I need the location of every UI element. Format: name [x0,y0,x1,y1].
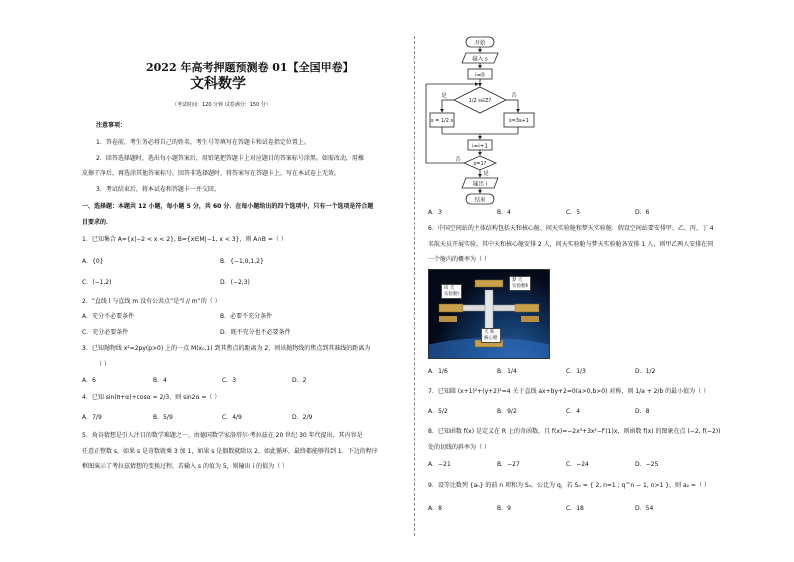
column-divider [414,36,415,536]
flow-check-yes-label: 是 [483,171,489,177]
q2-option-a: A．充分不必要条件 [82,313,135,320]
question-5-line: 框图演示了考拉兹猜想的变换过程，若输入 s 的值为 5，则输出 i 的值为（ ） [82,463,289,470]
q5-option-d: D．6 [635,209,650,216]
q5-option-b: B．4 [497,209,511,216]
q1-option-a: A．{0} [82,258,104,265]
q7-option-a: A．5/2 [428,408,448,415]
flow-output-label: 输出 i [472,181,488,188]
q3-option-b: B．4 [153,377,167,384]
note-item: 2．回答选择题时，选出每小题答案后，用铅笔把答题卡上对应题目的答案标号涂黑。如需改动，用橡 [96,155,364,162]
flow-increment-label: i=i+1 [472,143,488,150]
flow-init-label: i=0 [475,72,485,79]
note-item: 皮擦干净后，再选涂其他答案标号。回答非选择题时，将答案写在答题卡上。写在本试卷上无效。 [82,170,341,177]
q8-option-c: C．−24 [566,461,589,468]
q5-option-c: C．5 [566,209,581,216]
q3-option-d: D．2 [292,377,307,384]
question-7-stem: 7．已知圆 (x+1)²+(y+2)²=4 关于直线 ax+by+2=0(a>0,b>0) 对称，则 1/a + 2/b 的最小值为（ ） [428,388,710,395]
q2-option-b: B．必要不充分条件 [220,313,273,320]
question-5-line: 任意正整数 s，如果 s 是奇数就乘 3 加 1，如果 s 是偶数就除以 2，如此循环，最终都能够得到 1．下边的程序 [82,448,378,455]
flow-check-no-label: 否 [455,157,461,163]
label-wentian: 问 天 实验舱Ⅰ [441,284,462,299]
flow-no-label: 否 [511,93,517,99]
q5-option-a: A．3 [428,209,442,216]
exam-title: 2022 年高考押题预测卷 01【全国甲卷】 [146,61,354,74]
flowchart [420,34,580,206]
q1-option-c: C．(−1,2) [82,279,112,286]
q3-option-a: A．6 [82,377,96,384]
notes-heading: 注意事项： [96,122,127,129]
question-6-line: 名航天员开展实验，其中天和核心舱安排 2 人，问天实验舱与梦天实验舱各安排 1 人，则甲乙两人安排在同 [428,241,714,248]
q2-option-d: D．既不充分也不必要条件 [220,329,291,336]
flow-condition-label: 1/2 s∈Z? [468,98,492,104]
flow-end-label: 结束 [474,197,486,204]
q7-option-c: C．4 [566,408,581,415]
q6-option-c: C．1/3 [566,368,586,375]
q8-option-d: D．−25 [635,461,659,468]
q9-option-d: D．54 [635,505,654,512]
q9-option-a: A．8 [428,505,442,512]
question-8-line: 处的切线的斜率为（ ） [428,444,490,451]
q9-option-b: B．9 [497,505,511,512]
q8-option-a: A．−21 [428,461,451,468]
exam-info: （考试时间：120 分钟 试卷满分：150 分） [172,102,271,108]
q2-option-c: C．充分必要条件 [82,329,129,336]
q3-option-c: C．3 [222,377,237,384]
question-4-stem: 4．已知 sin(π+α)+cosα = 2/3，则 sin2α =（ ） [82,394,221,401]
flow-odd-label: s=3s+1 [509,118,529,124]
note-item: 3．考试结束后，将本试卷和答题卡一并交回。 [96,186,220,193]
exam-subject: 文科数学 [190,76,246,92]
flow-check-label: s=1? [473,161,487,167]
section-intro: 一、选择题：本题共 12 小题，每小题 5 分，共 60 分．在每小题给出的四个选项中，只有一个选项是符合题 [82,203,374,210]
q6-option-a: A．1/6 [428,368,448,375]
flow-start-label: 开始 [474,40,486,47]
q4-option-d: D．2/9 [292,414,313,421]
q6-option-b: B．1/4 [497,368,517,375]
space-station-image [428,269,550,359]
question-2-stem: 2．“直线 l 与直线 m 没有公共点”是“l // m”的（ ） [82,298,221,305]
question-9-stem: 9．设等比数列 {aₙ} 的前 n 项和为 Sₙ，公比为 q，若 Sₙ = { 2, n=1 ; q^n − 1, n>1 }，则 a₂ =（ ） [428,482,710,489]
q8-option-b: B．−27 [497,461,520,468]
q9-option-c: C．18 [566,505,584,512]
q7-option-b: B．9/2 [497,408,517,415]
flow-yes-label: 是 [441,93,447,99]
q7-option-d: D．8 [635,408,650,415]
question-8-line: 8．已知函数 f(x) 是定义在 R 上的奇函数，且 f(x)=−2x³+3x²−f′(1)x，则函数 f(x) 的图象在点 (−2, f(−2)) [428,428,721,435]
section-intro: 目要求的． [82,219,113,226]
label-tianhe: 天 和 核心舱 [481,328,501,343]
question-3-stem: 3．已知抛物线 x²=2py(p>0) 上的一点 M(x₀,1) 到其焦点的距离为 2，则该抛物线的焦点到其准线的距离为 [82,345,371,352]
q4-option-c: C．4/9 [222,414,242,421]
question-5-line: 5．角谷猜想是引人注目的数学难题之一，由德国数学家洛塔尔·考拉兹在 20 世纪 30 年代提出，其内容是 [82,432,363,439]
label-mengtian: 梦 天 实验舱Ⅱ [509,276,531,291]
q4-option-a: A．7/9 [82,414,102,421]
question-6-line: 6．中国空间站的主体结构包括天和核心舱、问天实验舱和梦天实验舱．假设空间站要安排甲、乙、丙、丁 4 [428,225,714,232]
flow-even-label: s = 1/2 s [430,118,454,124]
question-3-stem-cont: （ ） [96,361,110,368]
q4-option-b: B．5/9 [153,414,173,421]
note-item: 1．答卷前，考生务必将自己的姓名、考生号等填写在答题卡和试卷指定位置上。 [96,139,310,146]
q1-option-b: B．{−1,0,1,2} [220,258,264,265]
question-6-line: 一个舱内的概率为（ ） [428,256,490,263]
q6-option-d: D．1/2 [635,368,656,375]
q1-option-d: D．(−2,3) [220,279,250,286]
question-1-stem: 1．已知集合 A={x|−2 < x < 2}, B={x∈M|−1, x < 3}，则 A∩B =（ ） [82,236,287,243]
flow-input-label: 输入 s [472,56,488,63]
